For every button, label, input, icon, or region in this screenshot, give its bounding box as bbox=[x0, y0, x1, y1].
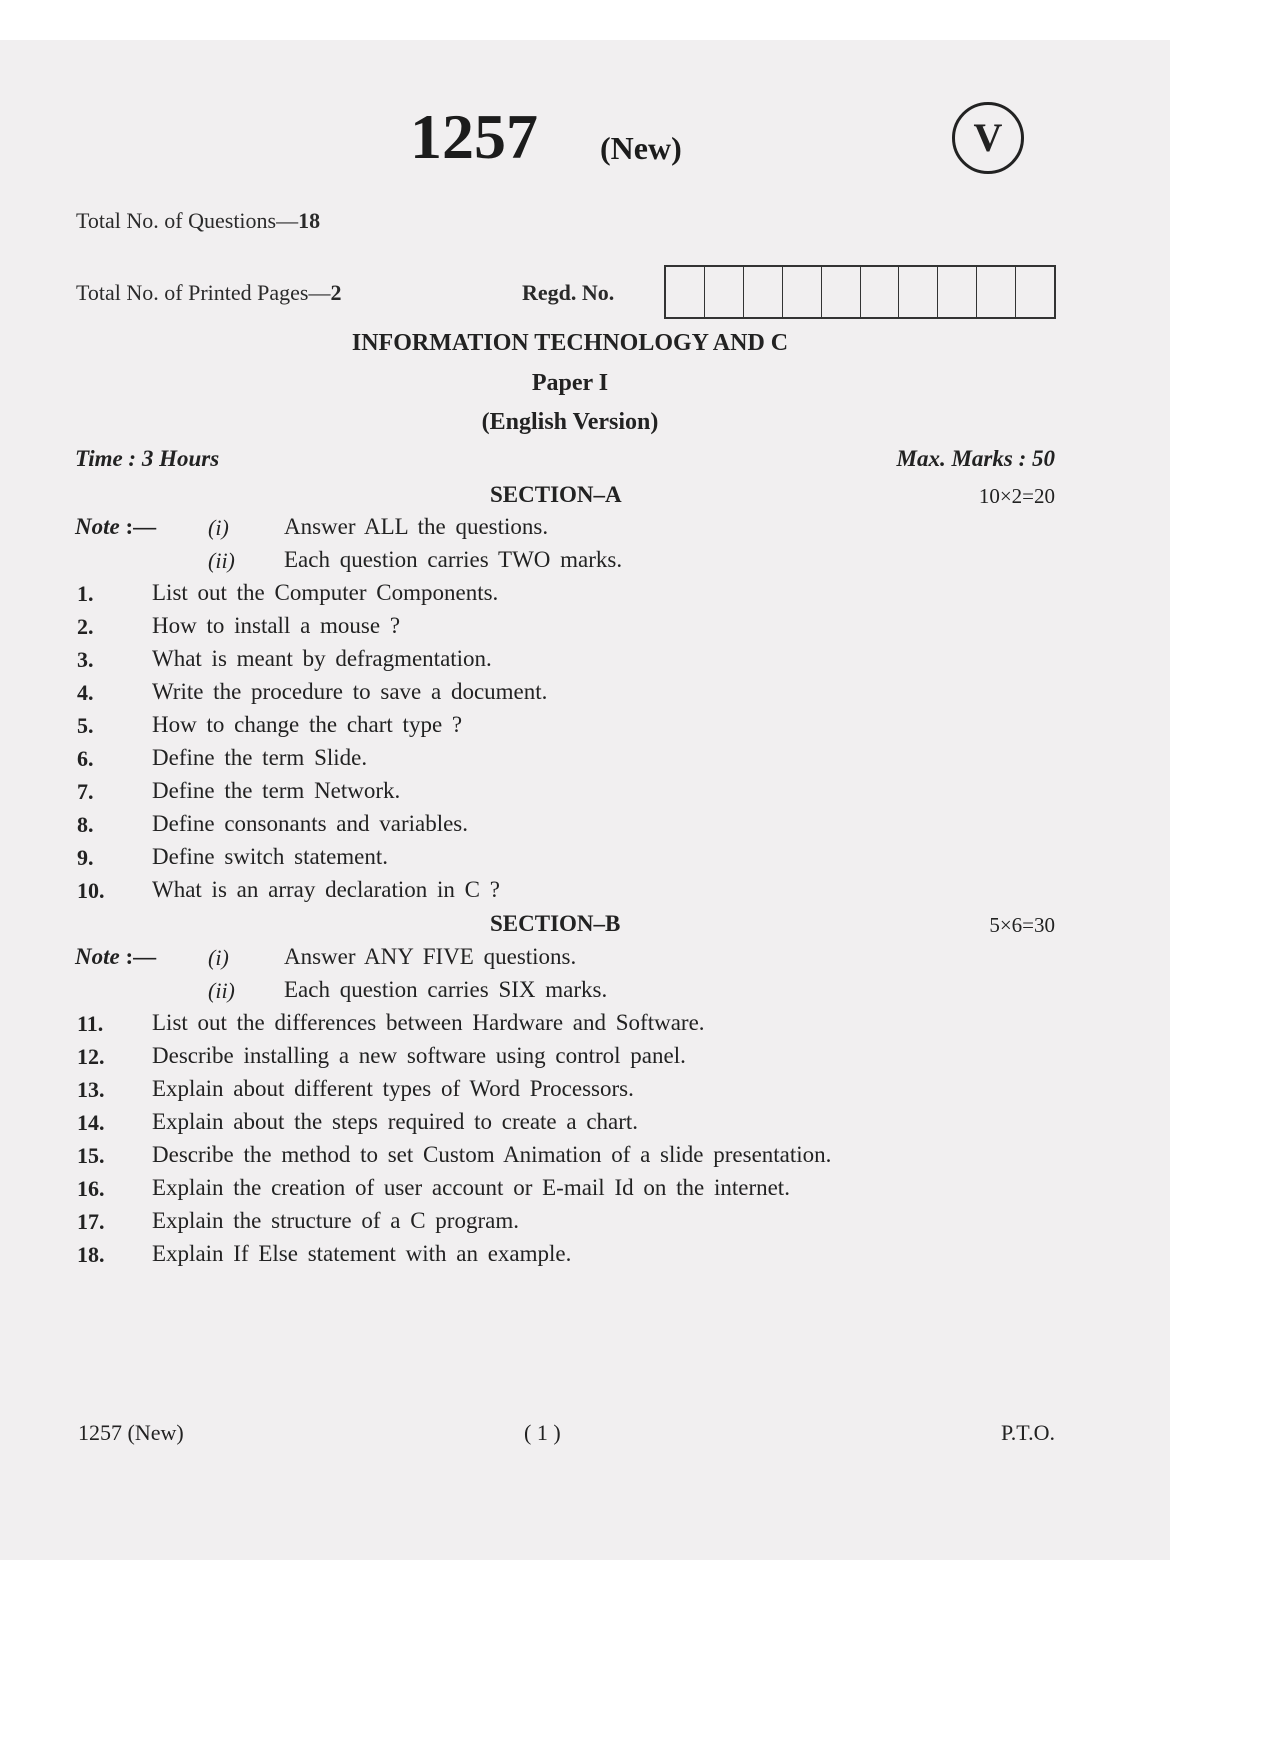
regd-digit-box[interactable] bbox=[938, 267, 977, 317]
question-number: 11. bbox=[77, 1011, 104, 1036]
note-label: Note bbox=[75, 944, 120, 969]
question-number: 3. bbox=[77, 647, 94, 672]
question-number: 4. bbox=[77, 680, 94, 705]
question-number: 2. bbox=[77, 614, 94, 639]
question-number: 16. bbox=[77, 1176, 105, 1201]
regd-digit-box[interactable] bbox=[822, 267, 861, 317]
note-text: Answer ANY FIVE questions. bbox=[284, 944, 577, 969]
regd-digit-box[interactable] bbox=[1016, 267, 1054, 317]
section-b-title: SECTION–B bbox=[490, 911, 621, 936]
note-separator: :— bbox=[125, 514, 157, 539]
question-text: List out the differences between Hardware and Software. bbox=[152, 1010, 705, 1035]
note-roman: (i) bbox=[208, 945, 229, 970]
pto-marker: P.T.O. bbox=[1001, 1420, 1055, 1445]
regd-digit-box[interactable] bbox=[666, 267, 705, 317]
question-number: 7. bbox=[77, 779, 94, 804]
total-pages-label: Total No. of Printed Pages— bbox=[76, 280, 331, 305]
question-number: 10. bbox=[77, 878, 105, 903]
note-roman: (ii) bbox=[208, 548, 235, 573]
section-a-title: SECTION–A bbox=[490, 482, 622, 507]
max-marks: Max. Marks : 50 bbox=[896, 446, 1055, 471]
subject-title: INFORMATION TECHNOLOGY AND C bbox=[351, 330, 789, 356]
question-text: Define the term Slide. bbox=[152, 745, 368, 770]
question-text: What is an array declaration in C ? bbox=[152, 877, 500, 902]
question-text: Explain about the steps required to create a chart. bbox=[152, 1109, 639, 1134]
question-text: Explain If Else statement with an example. bbox=[152, 1241, 572, 1266]
regd-digit-box[interactable] bbox=[705, 267, 744, 317]
question-text: How to install a mouse ? bbox=[152, 613, 401, 638]
paper-number: Paper I bbox=[531, 370, 609, 396]
question-number: 8. bbox=[77, 812, 94, 837]
note-text: Each question carries SIX marks. bbox=[284, 977, 608, 1002]
question-number: 1. bbox=[77, 581, 94, 606]
total-pages-value: 2 bbox=[330, 280, 342, 305]
question-text: Describe installing a new software using control panel. bbox=[152, 1043, 686, 1068]
question-number: 5. bbox=[77, 713, 94, 738]
version-badge: V bbox=[952, 102, 1024, 174]
regd-digit-box[interactable] bbox=[861, 267, 900, 317]
regd-digit-box[interactable] bbox=[899, 267, 938, 317]
question-number: 12. bbox=[77, 1044, 105, 1069]
question-text: Define consonants and variables. bbox=[152, 811, 469, 836]
note-roman: (ii) bbox=[208, 978, 235, 1003]
question-text: How to change the chart type ? bbox=[152, 712, 463, 737]
question-number: 18. bbox=[77, 1242, 105, 1267]
regd-digit-box[interactable] bbox=[744, 267, 783, 317]
question-number: 17. bbox=[77, 1209, 105, 1234]
section-a-note bbox=[75, 514, 156, 540]
question-number: 6. bbox=[77, 746, 94, 771]
question-text: What is meant by defragmentation. bbox=[152, 646, 492, 671]
paper-code: 1257 bbox=[410, 101, 538, 172]
question-number: 15. bbox=[77, 1143, 105, 1168]
total-questions bbox=[76, 208, 320, 234]
note-label: Note bbox=[75, 514, 120, 539]
page-number: ( 1 ) bbox=[524, 1420, 561, 1445]
note-roman: (i) bbox=[208, 515, 229, 540]
note-separator: :— bbox=[125, 944, 157, 969]
regd-digit-box[interactable] bbox=[783, 267, 822, 317]
section-b-note bbox=[75, 944, 156, 970]
section-b-marks: 5×6=30 bbox=[989, 913, 1055, 937]
question-text: Describe the method to set Custom Animation of a slide presentation. bbox=[152, 1142, 832, 1167]
question-text: Explain the structure of a C program. bbox=[152, 1208, 519, 1233]
question-text: Write the procedure to save a document. bbox=[152, 679, 548, 704]
note-text: Answer ALL the questions. bbox=[284, 514, 549, 539]
total-questions-value: 18 bbox=[298, 208, 321, 233]
total-pages bbox=[76, 280, 341, 306]
language-version: (English Version) bbox=[481, 409, 659, 435]
regd-label: Regd. No. bbox=[522, 280, 615, 305]
question-text: Define the term Network. bbox=[152, 778, 401, 803]
question-text: Define switch statement. bbox=[152, 844, 389, 869]
question-text: Explain about different types of Word Processors. bbox=[152, 1076, 634, 1101]
question-number: 9. bbox=[77, 845, 94, 870]
question-number: 14. bbox=[77, 1110, 105, 1135]
question-text: Explain the creation of user account or E-mail Id on the internet. bbox=[152, 1175, 790, 1200]
section-a-marks: 10×2=20 bbox=[978, 484, 1055, 508]
paper-code-suffix: (New) bbox=[600, 130, 682, 166]
total-questions-label: Total No. of Questions— bbox=[76, 208, 299, 233]
regd-number-boxes[interactable] bbox=[664, 265, 1056, 319]
note-text: Each question carries TWO marks. bbox=[284, 547, 623, 572]
footer-code: 1257 (New) bbox=[78, 1420, 184, 1445]
regd-digit-box[interactable] bbox=[977, 267, 1016, 317]
question-number: 13. bbox=[77, 1077, 105, 1102]
exam-time: Time : 3 Hours bbox=[75, 446, 220, 471]
question-text: List out the Computer Components. bbox=[152, 580, 499, 605]
